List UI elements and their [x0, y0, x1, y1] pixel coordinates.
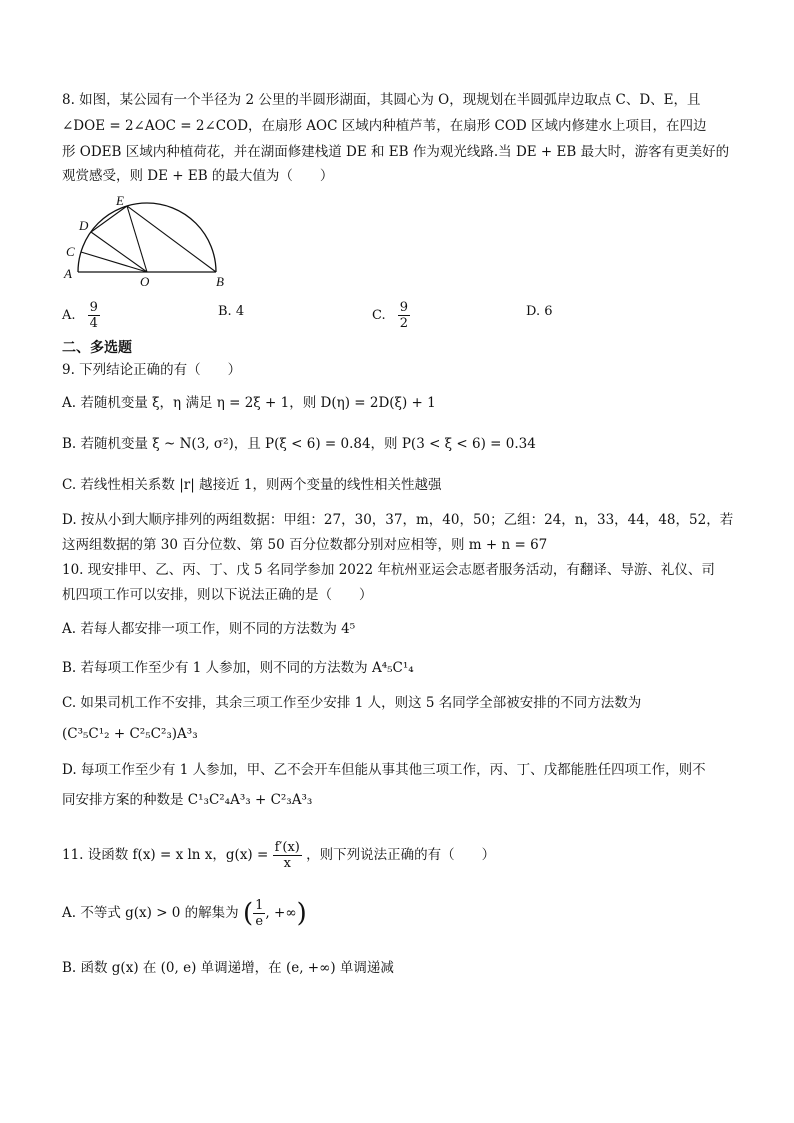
q8-option-a-denominator: 4: [89, 316, 98, 331]
q8-option-c-numerator: 9: [399, 300, 409, 315]
section-title: 二、多选题: [62, 340, 132, 356]
q10-option-a: A. 若每人都安排一项工作，则不同的方法数为 4⁵: [62, 621, 356, 637]
q11-stem-denominator: x: [283, 856, 291, 871]
label-O: O: [140, 274, 150, 289]
q11-option-a-pre: A. 不等式 g(x) > 0 的解集为: [62, 905, 239, 921]
q9-option-c: C. 若线性相关系数 |r| 越接近 1，则两个变量的线性相关性越强: [62, 477, 442, 493]
q10-option-b: B. 若每项工作至少有 1 人参加，则不同的方法数为 A⁴₅C¹₄: [62, 660, 414, 676]
q9-stem: 9. 下列结论正确的有（ ）: [62, 362, 242, 378]
q9-option-b: B. 若随机变量 ξ ~ N(3, σ²)，且 P(ξ < 6) = 0.84，则 P(3 < ξ < 6) = 0.34: [62, 436, 536, 452]
segment-DE: [91, 206, 127, 232]
q8-option-b: B. 4: [218, 304, 245, 319]
q8-option-c-denominator: 2: [399, 316, 409, 331]
label-B: B: [216, 274, 224, 289]
q11-option-a-post: , +∞: [265, 905, 297, 921]
q11-option-a-numerator: 1: [255, 898, 264, 913]
q8-option-c-label: C.: [372, 308, 386, 323]
q8-line-1: 8. 如图，某公园有一个半径为 2 公里的半圆形湖面，其圆心为 O，现规划在半圆弧岸边取点 C、D、E，且: [62, 92, 701, 108]
q10-option-c-line-2: (C³₅C¹₂ + C²₅C²₃)A³₃: [62, 726, 198, 742]
q8-line-4: 观赏感受，则 DE + EB 的最大值为（ ）: [62, 168, 334, 184]
q8-option-c: [372, 300, 410, 331]
q10-option-d-line-1: D. 每项工作至少有 1 人参加，甲、乙不会开车但能从事其他三项工作，丙、丁、戊都能胜任四项工作，则不: [62, 762, 706, 778]
q8-option-a-fraction: [88, 300, 100, 331]
q11-stem: [62, 838, 495, 872]
q11-option-a: [62, 895, 307, 932]
q11-option-b: B. 函数 g(x) 在 (0, e) 单调递增，在 (e, +∞) 单调递减: [62, 960, 394, 976]
right-paren-glyph: ): [296, 898, 307, 929]
segment-OD: [91, 232, 147, 272]
q10-stem-line-2: 机四项工作可以安排，则以下说法正确的是（ ）: [62, 587, 373, 603]
semicircle-figure: [60, 190, 240, 290]
left-paren-glyph: (: [242, 898, 254, 929]
q8-option-d: D. 6: [526, 304, 553, 319]
q10-option-d-line-2: 同安排方案的种数是 C¹₃C²₄A³₃ + C²₃A³₃: [62, 792, 313, 808]
segment-OE: [127, 206, 147, 272]
q11-stem-fraction: [273, 840, 302, 871]
q8-line-2: ∠DOE = 2∠AOC = 2∠COD，在扇形 AOC 区域内种植芦苇，在扇形 COD 区域内修建水上项目，在四边: [62, 118, 707, 134]
label-D: D: [79, 218, 89, 233]
q10-stem-line-1: 10. 现安排甲、乙、丙、丁、戊 5 名同学参加 2022 年杭州亚运会志愿者服务活动，有翻译、导游、礼仪、司: [62, 562, 715, 578]
segment-EB: [127, 206, 216, 272]
segment-OC: [81, 252, 147, 272]
q11-stem-pre: 11. 设函数 f(x) = x ln x，g(x) =: [62, 847, 269, 863]
q9-option-a: A. 若随机变量 ξ，η 满足 η = 2ξ + 1，则 D(η) = 2D(ξ) + 1: [62, 395, 436, 411]
q11-option-a-fraction: [253, 898, 265, 929]
label-A: A: [64, 266, 72, 281]
q11-stem-numerator: f′(x): [274, 840, 300, 855]
q8-option-c-fraction: [398, 300, 410, 331]
q8-option-a: [62, 300, 100, 331]
q9-option-d-line-1: D. 按从小到大顺序排列的两组数据：甲组：27，30，37，m，40，50；乙组：24，n，33，44，48，52，若: [62, 512, 734, 528]
label-C: C: [66, 244, 75, 259]
label-E: E: [116, 193, 124, 208]
q8-option-a-numerator: 9: [89, 300, 98, 315]
q8-option-a-label: A.: [62, 308, 76, 323]
q8-line-3: 形 ODEB 区域内种植荷花，并在湖面修建栈道 DE 和 EB 作为观光线路.当 DE + EB 最大时，游客有更美好的: [62, 144, 730, 160]
q11-stem-post: ，则下列说法正确的有（ ）: [306, 847, 496, 863]
q11-option-a-denominator: e: [255, 914, 264, 929]
q10-option-c-line-1: C. 如果司机工作不安排，其余三项工作至少安排 1 人，则这 5 名同学全部被安排的不同方法数为: [62, 695, 642, 711]
q9-option-d-line-2: 这两组数据的第 30 百分位数、第 50 百分位数都分别对应相等，则 m + n = 67: [62, 537, 548, 553]
